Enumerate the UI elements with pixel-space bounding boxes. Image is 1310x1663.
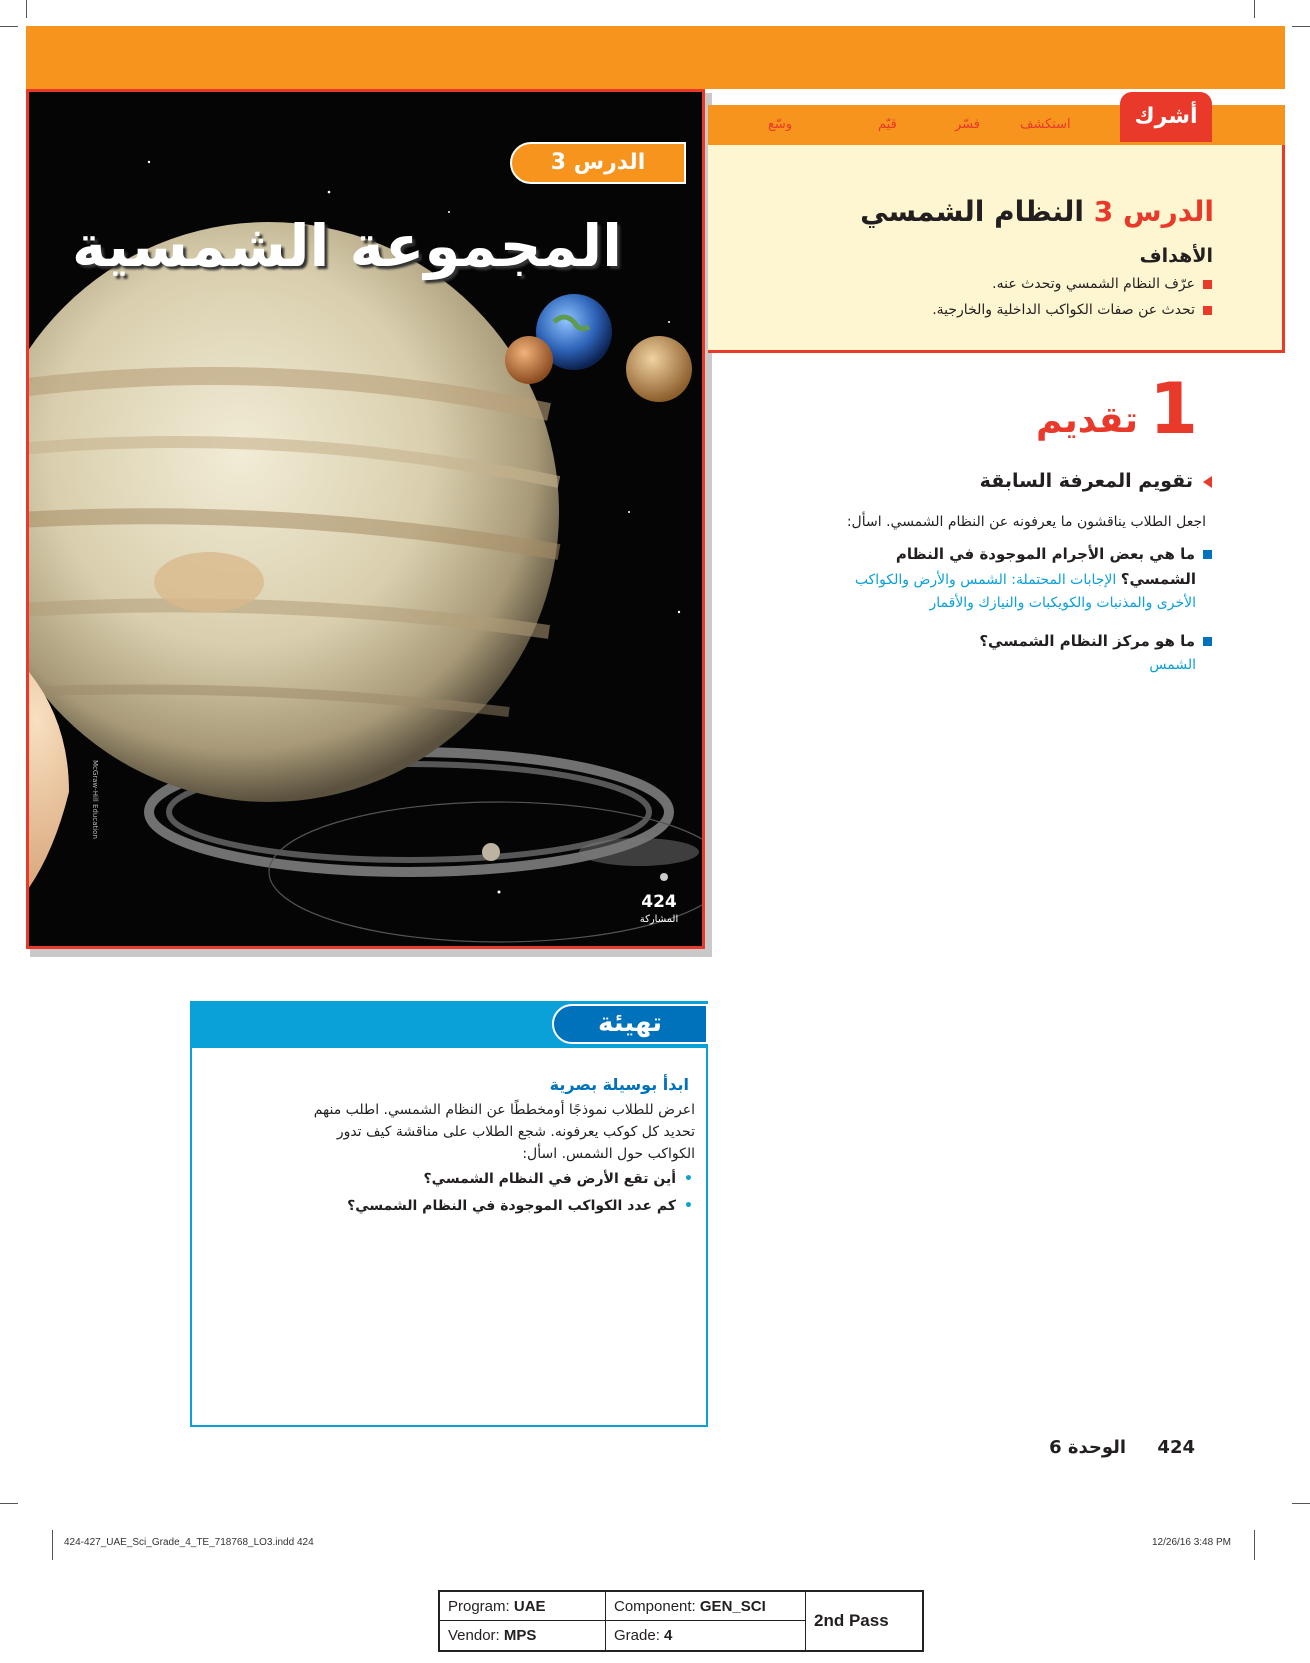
warmup-question: [424, 1171, 693, 1187]
bullet-icon: [1203, 550, 1212, 559]
warmup-question: [347, 1198, 693, 1214]
answer-text: الإجابات المحتملة: الشمس والأرض والكواكب: [854, 572, 1117, 588]
component-value: GEN_SCI: [699, 1598, 766, 1615]
stage-explain: فسّر: [955, 117, 980, 132]
answer-text: الأخرى والمذنبات والكويكبات والنيازك والأقمار: [929, 595, 1196, 611]
vendor-label: Vendor:: [448, 1627, 500, 1644]
question-text: أين تقع الأرض في النظام الشمسي؟: [423, 1171, 677, 1187]
warmup-heading: ابدأ بوسيلة بصرية: [549, 1075, 689, 1094]
stage-explore: استكشف: [1020, 117, 1071, 132]
production-table: [438, 1590, 924, 1652]
pass-cell: 2nd Pass: [814, 1611, 889, 1630]
grade-cell: [606, 1621, 806, 1650]
question-text: كم عدد الكواكب الموجودة في النظام الشمسي؟: [347, 1198, 677, 1214]
section-title: تقديم: [1036, 400, 1138, 441]
bullet-icon: [1203, 306, 1212, 315]
crop-mark: [1292, 1503, 1310, 1504]
photo-credit: McGraw-Hill Education: [91, 760, 99, 839]
file-slug: 424-427_UAE_Sci_Grade_4_TE_718768_LO3.indd 424: [64, 1537, 314, 1548]
crop-mark: [1254, 1530, 1255, 1560]
question-text: ما هو مركز النظام الشمسي؟: [979, 632, 1195, 650]
objectives-heading: الأهداف: [1139, 245, 1213, 267]
stage-evaluate: قيّم: [878, 117, 897, 132]
date-slug: 12/26/16 3:48 PM: [1152, 1537, 1231, 1548]
crop-mark: [0, 26, 18, 27]
focus-intro: اجعل الطلاب يناقشون ما يعرفونه عن النظام الشمسي. اسأل:: [846, 514, 1206, 530]
bullet-icon: •: [684, 1198, 693, 1214]
lesson-label: الدرس: [1122, 195, 1214, 228]
grade-value: 4: [664, 1627, 673, 1644]
focus-answer-line: [855, 570, 1196, 588]
engage-tab: أشرك: [1120, 92, 1212, 142]
stage-extend: وسّع: [768, 117, 793, 132]
warmup-line: الكواكب حول الشمس. اسأل:: [522, 1146, 695, 1162]
program-cell: [440, 1592, 606, 1621]
crop-mark: [0, 1503, 18, 1504]
lesson-number: 3: [1093, 195, 1114, 228]
component-label: Component:: [614, 1598, 696, 1615]
warmup-line: اعرض للطلاب نموذجًا أومخططًا عن النظام الشمسي. اطلب منهم: [313, 1102, 695, 1118]
question-text: ما هي بعض الأجرام الموجودة في النظام: [895, 545, 1195, 563]
bullet-icon: [1203, 637, 1212, 646]
program-label: Program:: [448, 1598, 510, 1615]
focus-question: [896, 545, 1212, 563]
page-number: 424: [1157, 1437, 1195, 1458]
lesson-title: [860, 195, 1214, 228]
vendor-cell: [440, 1621, 606, 1650]
lesson-name: النظام الشمسي: [860, 195, 1084, 228]
crop-mark: [52, 1530, 53, 1560]
objective-item: [932, 302, 1212, 318]
bullet-icon: •: [684, 1171, 693, 1187]
focus-question: [979, 632, 1212, 650]
crop-mark: [1254, 0, 1255, 18]
page-footer: [1049, 1437, 1195, 1458]
prior-knowledge-heading-text: تقويم المعرفة السابقة: [979, 470, 1193, 492]
lesson-tab: الدرس 3: [510, 142, 686, 184]
answer-text: الشمس: [1149, 657, 1196, 673]
arrow-icon: [1203, 476, 1212, 488]
warmup-box: [190, 1001, 708, 1427]
objective-text: تحدث عن صفات الكواكب الداخلية والخارجية.: [932, 302, 1195, 318]
unit-label: الوحدة 6: [1049, 1437, 1127, 1458]
vendor-value: MPS: [503, 1627, 537, 1644]
section-number: 1: [1149, 368, 1198, 450]
top-banner: [26, 26, 1285, 89]
objective-item: [992, 276, 1212, 292]
question-text: الشمسي؟: [1120, 570, 1196, 588]
crop-mark: [1292, 26, 1310, 27]
photo-page-label: المشاركة: [639, 914, 679, 925]
program-value: UAE: [513, 1598, 546, 1615]
crop-mark: [26, 0, 27, 18]
photo-title: المجموعة الشمسية: [71, 212, 622, 280]
warmup-line: تحديد كل كوكب يعرفونه. شجع الطلاب على مناقشة كيف تدور: [336, 1124, 695, 1140]
bullet-icon: [1203, 280, 1212, 289]
warmup-tab: تهيئة: [552, 1004, 708, 1044]
objective-text: عرّف النظام الشمسي وتحدث عنه.: [992, 276, 1195, 292]
solar-system-photo: [26, 89, 705, 949]
photo-page-number: 424: [641, 892, 677, 912]
component-cell: [606, 1592, 806, 1621]
prior-knowledge-heading: [980, 470, 1212, 492]
grade-label: Grade:: [614, 1627, 660, 1644]
